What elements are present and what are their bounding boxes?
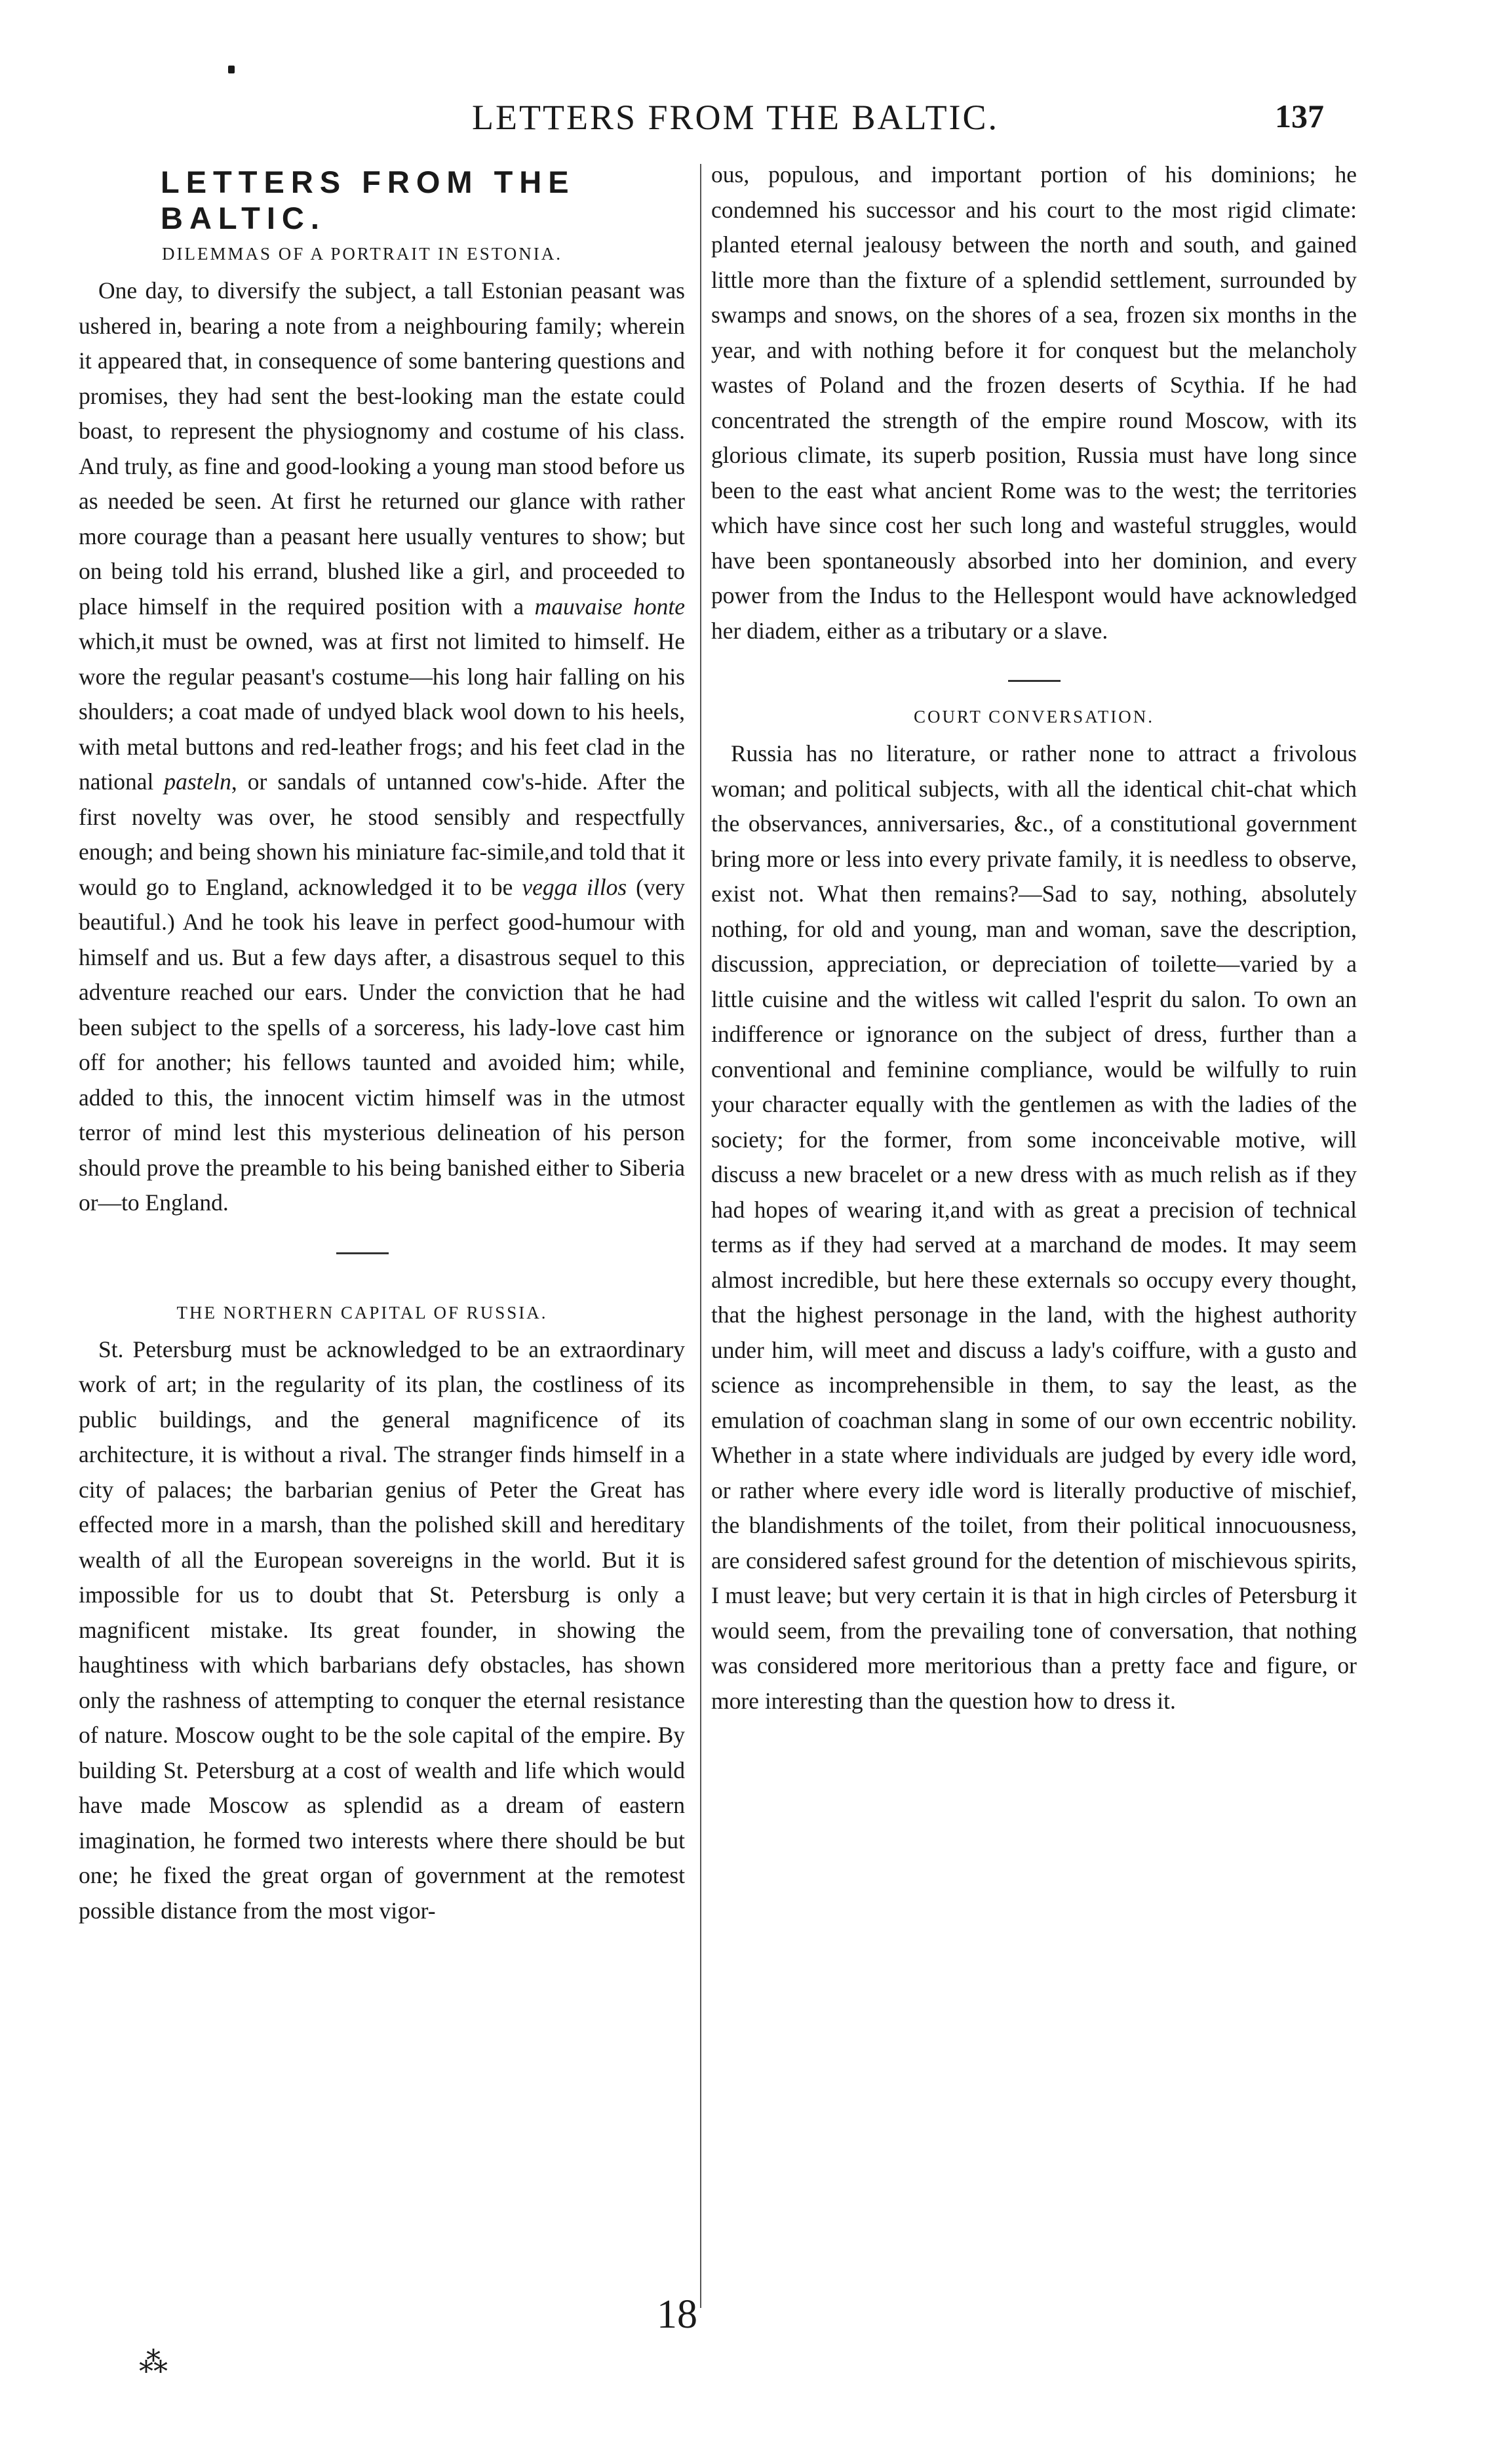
section-heading-capital: THE NORTHERN CAPITAL OF RUSSIA.: [176, 1302, 548, 1322]
section-text-court: Russia has no literature, or rather none to attract a frivolous woman; and political subjects, with all the identical chit-chat which the observances, anniversaries, &c., of a constitutional government bring more or less into every private family, it is needless to observe, exist not. What then remains?—Sad to say, nothing, absolutely nothing, for old and young, man and woman, save the description, discussion, appreciation, or depreciation of toilette—varied by a little cuisine and the witless wit called l'esprit du salon. To own an indifference or ignorance on the subject of dress, further than a conventional and feminine compliance, would be wilfully to ruin your character equally with the gentlemen as with the ladies of the society; for the former, from some inconceivable motive, will discuss a new bracelet or a new dress with as much relish as if they had hopes of wearing it,and with as great a precision of technical terms as if they had served at a marchand de modes. It may seem almost incredible, but here these externals so occupy every thought, that the highest personage in the land, with the highest authority under him, will meet and discuss a lady's coiffure, with a gusto and science as incomprehensible in them, to say the least, as the emulation of coachman slang in some of our own eccentric nobility. Whether in a state where individuals are judged by every idle word, or rather where every idle word is literally productive of mischief, the blandishments of the toilet, from their political innocuousness, are considered safest ground for the detention of mischievous spirits, I must leave; but very certain it is that in high circles of Petersburg it would seem, from the prevailing tone of conversation, that nothing was considered more meritorious than a pretty face and figure, or more interesting than the question how to dress it.: [711, 740, 1357, 1714]
ink-dot: [228, 66, 235, 73]
section-rule: [336, 1252, 389, 1254]
article-title: LETTERS FROM THE BALTIC.: [161, 165, 575, 235]
right-column: [711, 157, 1357, 1719]
left-column: [39, 157, 685, 1928]
ink-mark: ⁂: [139, 2347, 168, 2379]
column-divider: [700, 164, 701, 2308]
section-heading-portrait: DILEMMAS OF A PORTRAIT IN ESTONIA.: [162, 244, 562, 264]
italic-phrase: mauvaise honte: [534, 593, 685, 620]
section-text-capital: St. Petersburg must be acknowledged to be an extraordinary work of art; in the regularity of its plan, the costliness of its public buildings, and the general magnificence of its architecture, it is without a rival. The stranger finds himself in a city of palaces; the barbarian genius of Peter the Great has effected more in a marsh, than the polished skill and hereditary wealth of all the European sovereigns in the world. But it is impossible for us to doubt that St. Petersburg is only a magnificent mistake. Its great founder, in showing the haughtiness with which barbarians defy obstacles, has shown only the rashness of attempting to conquer the eternal resistance of nature. Moscow ought to be the sole capital of the empire. By building St. Petersburg at a cost of wealth and life which would have made Moscow as splendid as a dream of eastern imagination, he formed two interests where there should be but one; he fixed the great organ of government at the remotest possible distance from the most vigor-: [79, 1336, 685, 1924]
section-heading-court: COURT CONVERSATION.: [914, 707, 1154, 726]
section-text-portrait: [39, 273, 685, 1221]
text-run: (very beautiful.) And he took his leave in perfect good-humour with himself and us. But a few days after, a disastrous sequel to this adventure reached our ears. Under the conviction that he had been subject to the spells of a sorceress, his lady-love cast him off for another; his fellows taunted and avoided him; while, added to this, the innocent victim himself was in the utmost terror of mind lest this mysterious delineation of his person should prove the preamble to his being banished either to Siberia or—to England.: [79, 873, 685, 1216]
signature-mark: 18: [657, 2292, 697, 2337]
page-number: 137: [1275, 98, 1324, 134]
text-run: One day, to diversify the subject, a tall Estonian peasant was ushered in, bearing a note from a neighbouring family; wherein it appeared that, in consequence of some bantering questions and promises, they had sent the best-looking man the estate could boast, to represent the physiognomy and costume of his class. And truly, as fine and good-looking a young man stood before us as needed be seen. At first he returned our glance with rather more courage than a peasant here usually ventures to show; but on being told his errand, blushed like a girl, and proceeded to place himself in the required position with a: [79, 277, 685, 620]
italic-phrase: pasteln: [164, 768, 231, 795]
text-run: which,it must be owned, was at first not limited to himself. He wore the regular peasant's costume—his long hair falling on his shoulders; a coat made of undyed black wool down to his heels, with metal buttons and red-leather frogs; and his feet clad in the national: [79, 628, 685, 795]
section-text-capital-continued: ous, populous, and important portion of his dominions; he condemned his successor and his court to the most rigid climate: planted eternal jealousy between the north and south, and gained little more than the fixture of a splendid settlement, surrounded by swamps and snows, on the shores of a sea, frozen six months in the year, and with nothing before it for conquest but the melancholy wastes of Poland and the frozen deserts of Scythia. If he had concentrated the strength of the empire round Moscow, with its glorious climate, its superb position, Russia must have long since been to the east what ancient Rome was to the west; the territories which have since cost her such long and wasteful struggles, would have been spontaneously absorbed into her dominion, and every power from the Indus to the Hellespont would have acknowledged her diadem, either as a tributary or a slave.: [711, 161, 1357, 644]
italic-phrase: vegga illos: [522, 873, 627, 900]
section-rule: [1008, 680, 1061, 682]
text-run: , or sandals of untanned cow's-hide. After the first novelty was over, he stood sensibly and respectfully enough; and being shown his miniature fac-simile,and told that it would go to England, acknowledged it to be: [79, 768, 686, 900]
running-head: LETTERS FROM THE BALTIC.: [472, 98, 1000, 137]
